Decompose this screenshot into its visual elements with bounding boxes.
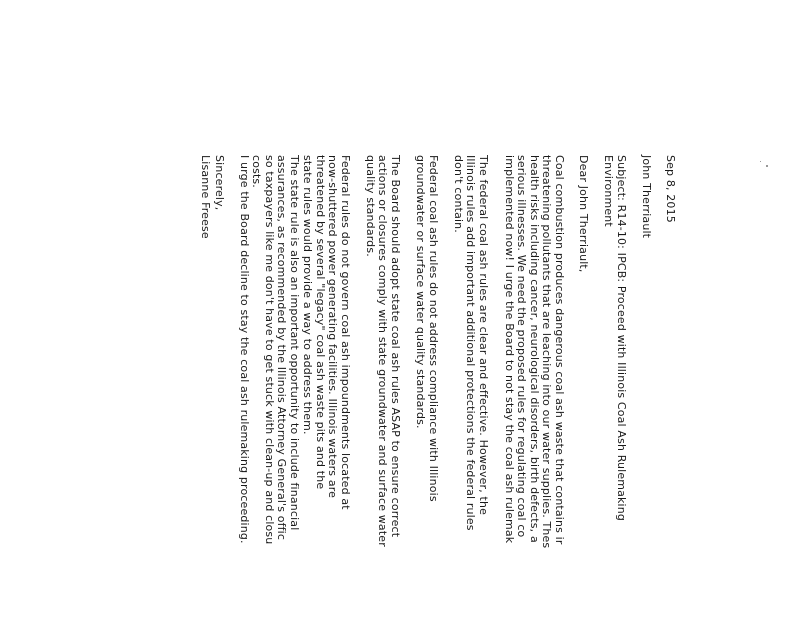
letter-date: Sep 8, 2015 (664, 155, 677, 223)
letter-paragraph-1: Coal combustion produces dangerous coal ash waste that contains ir threatening pollutants that are leaching into our water supplies. Thes health risks including cancer, neurological disorders, birth defects, a serious illnesses. We need the proposed rules for regulating coal co implemented now! I urge the Board to not stay the coal ash rulemak (503, 155, 566, 549)
letter-paragraph-7: I urge the Board decline to stay the coal ash rulemaking proceeding. (238, 155, 251, 544)
letter-closing: Sincerely, (213, 155, 226, 211)
letter-recipient: John Therriault (640, 155, 653, 239)
letter-paragraph-5: Federal rules do not govern coal ash impoundments located at now-shuttered power generating facilities. Illinois waters are threatened by several "legacy" coal ash waste pits and the state rules would provide a way to address them. (301, 155, 352, 510)
letter-paragraph-6: The state rule is also an important opportunity to include financial assurances, as recommended by the Illinois Attorney General's offic so taxpayers like me don't have to get stuck with clean-up and closu costs. (250, 155, 301, 545)
scan-speck (766, 165, 768, 167)
letter-salutation: Dear John Therriault, (577, 155, 590, 273)
scan-speck (760, 161, 761, 162)
letter-paragraph-3: Federal coal ash rules do not address compliance with Illinois groundwater or surface water quality standards. (414, 155, 440, 502)
letter-paragraph-2: The federal coal ash rules are clear and effective. However, the Illinois rules add important additional protections the federal rules don't contain. (452, 155, 490, 531)
letter-subject: Subject: R14-10: IPCB: Proceed with Illinois Coal Ash Rulemaking Environment (602, 155, 628, 521)
letter-signature: Lisanne Freese (199, 155, 212, 239)
letter-paragraph-4: The Board should adopt state coal ash rules ASAP to ensure correct actions or closures comply with state groundwater and surface water quality standards. (364, 155, 402, 547)
